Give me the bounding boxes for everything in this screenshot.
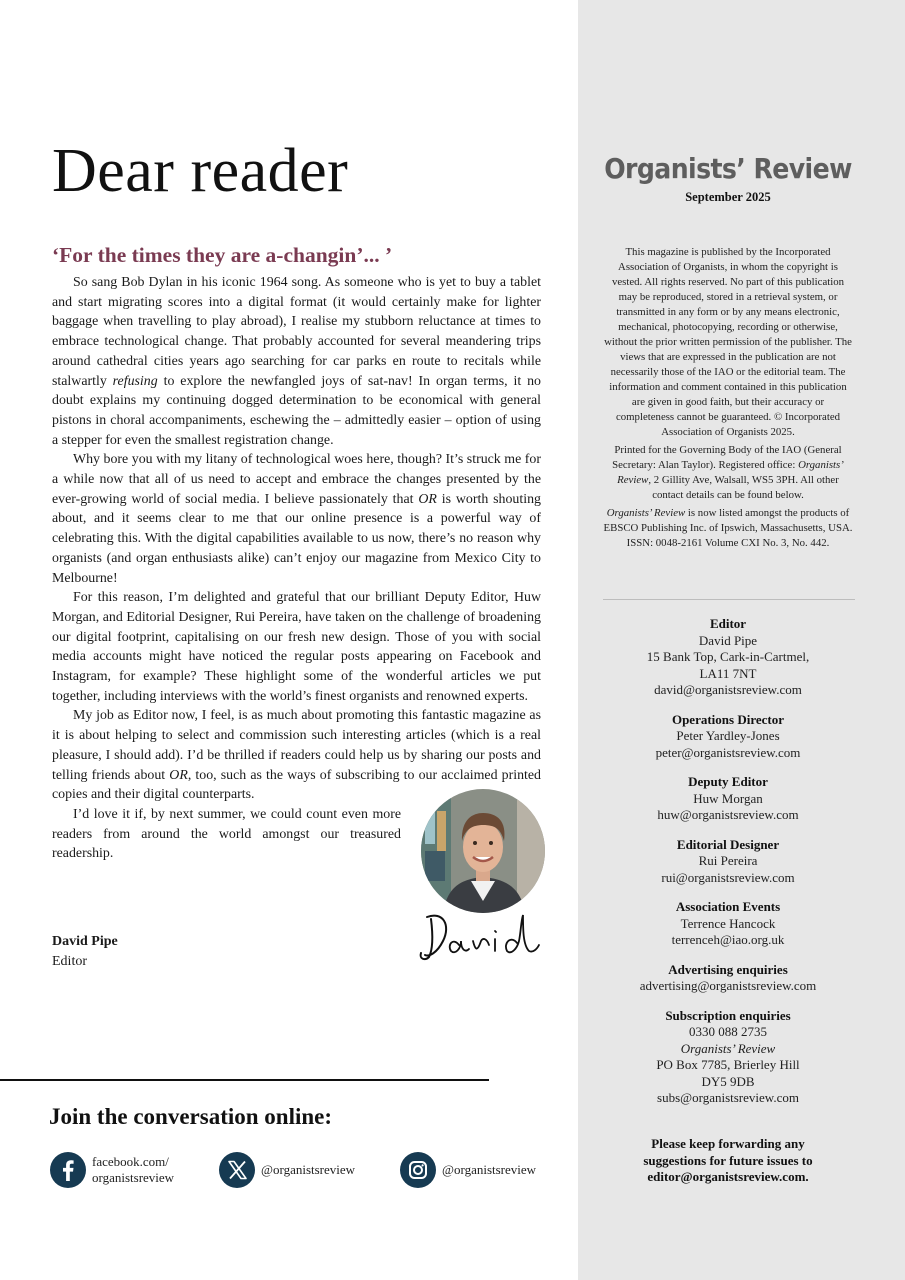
issue-date: September 2025: [685, 190, 771, 204]
contact-editor: Editor David Pipe 15 Bank Top, Cark-in-Cartmel, LA11 7NT david@organistsreview.com: [578, 616, 878, 699]
contact-events: Association Events Terrence Hancock terrenceh@iao.org.uk: [578, 899, 878, 949]
sign-off: [52, 932, 118, 972]
letter-column: [52, 0, 541, 1280]
letter-paragraph-1: So sang Bob Dylan in his iconic 1964 song. As someone who is yet to buy a tablet and start migrating scores into a digital format (it would certainly make for lighter baggage when travelling to play abroad), I realise my stubborn reluctance at times to embrace technological change. That probably accounted for several meandering trips around cathedral cities years ago searching for car parks en route to recitals while stalwartly refusing to explore the newfangled joys of sat-nav! In organ terms, it no doubt explains my continuing dogged determination to be economical with general pistons in choral accompaniments, eschewing the – admittedly easier – option of using a stepper for even the smallest registration change.: [52, 275, 541, 448]
magazine-title: Organists’ Review: [604, 152, 852, 185]
suggestions-email-link[interactable]: editor@organistsreview.com.: [647, 1169, 809, 1184]
legal-notice: [603, 245, 853, 554]
editor-portrait: [421, 789, 545, 913]
letter-paragraph-2: Why bore you with my litany of technological woes here, though? It’s struck me for a while now that all of us need to accept and embrace the changes presented by the ever-growing world of social media. I believe passionately that OR is worth shouting about, and it seems clear to me that our online presence is a powerful way of celebrating this. With the digital capabilities available to us now, there’s no reason why organists (and organ enthusiasts alike) can’t enjoy our magazine from Mexico City to Melbourne!: [52, 452, 541, 586]
designer-email-link[interactable]: rui@organistsreview.com: [661, 869, 795, 885]
contact-operations: Operations Director Peter Yardley-Jones peter@organistsreview.com: [578, 712, 878, 762]
operations-email-link[interactable]: peter@organistsreview.com: [655, 744, 801, 760]
ebsco-paragraph: Organists’ Review is now listed amongst the products of EBSCO Publishing Inc. of Ipswich, Massachusetts, USA. ISSN: 0048-2161 Volume CXI No. 3, No. 442.: [603, 507, 853, 549]
facebook-link[interactable]: facebook.com/ organistsreview: [92, 1154, 175, 1185]
letter-paragraph-5: I’d love it if, by next summer, we could count even more readers from around the world amongst our treasured readership.: [52, 806, 401, 862]
editor-portrait-illustration: [421, 789, 545, 913]
letter-paragraph-3: For this reason, I’m delighted and grateful that our brilliant Deputy Editor, Huw Morgan, and Editorial Designer, Rui Pereira, have taken on the challenge of broadening our digital footprint, capitalising on our fresh new design. Those of you with social media accounts might have noticed the regular posts appearing on Facebook and Instagram, for example? These highlight some of the wonderful articles we put together, including interviews with the world’s finest organists and renowned experts.: [52, 590, 541, 704]
masthead-sidebar: [578, 0, 905, 1280]
subscription-email-link[interactable]: subs@organistsreview.com: [657, 1090, 799, 1105]
contact-subscription: Subscription enquiries 0330 088 2735 Organists’ Review PO Box 7785, Brierley Hill DY5 9DB subs@organistsreview.com: [578, 1008, 878, 1107]
page-title: Dear reader: [52, 137, 349, 205]
letter-body: [52, 273, 541, 864]
sidebar-divider: [603, 599, 855, 600]
registered-office-paragraph: Printed for the Governing Body of the IAO (General Secretary: Alan Taylor). Registered office: Organists’ Review, 2 Gillity Ave, Walsall, WS5 3PH. All other contact details can be found below.: [612, 444, 844, 501]
x-handle[interactable]: @organistsreview: [261, 1162, 356, 1177]
deputy-email-link[interactable]: huw@organistsreview.com: [657, 807, 799, 822]
events-email-link[interactable]: terrenceh@iao.org.uk: [671, 932, 785, 947]
letter-subheading: ‘For the times they are a-changin’... ’: [52, 243, 393, 267]
contact-list: [578, 616, 878, 1120]
contact-advertising: Advertising enquiries advertising@organistsreview.com: [578, 962, 878, 995]
footer-divider: [0, 1079, 489, 1081]
suggestions-note: Please keep forwarding any suggestions for future issues to editor@organistsreview.com.: [578, 1136, 878, 1186]
signoff-name: David Pipe: [52, 934, 118, 949]
signoff-role: Editor: [52, 954, 87, 969]
editor-signature: [417, 905, 543, 965]
signature-drawing: [417, 905, 543, 965]
copyright-paragraph: This magazine is published by the Incorporated Association of Organists, in whom the copyright is vested. All rights reserved. No part of this publication may be reproduced, stored in a retrieval system, or transmitted in any form or by any means electronic, mechanical, photocopying, recording or otherwise, without the prior written permission of the publisher. The views that are expressed in the publication are not necessarily those of the IAO or the editorial team. The information and comment contained in this publication are given in good faith, but their accuracy or completeness cannot be guaranteed. © Incorporated Association of Organists 2025.: [604, 246, 852, 438]
contact-designer: Editorial Designer Rui Pereira rui@organistsreview.com: [578, 837, 878, 887]
social-heading: Join the conversation online:: [49, 1104, 333, 1129]
instagram-handle[interactable]: @organistsreview: [442, 1162, 537, 1177]
contact-deputy-editor: Deputy Editor Huw Morgan huw@organistsreview.com: [578, 774, 878, 824]
editor-email-link[interactable]: david@organistsreview.com: [654, 682, 802, 697]
advertising-email-link[interactable]: advertising@organistsreview.com: [639, 978, 817, 993]
letter-paragraph-4: My job as Editor now, I feel, is as much about promoting this fantastic magazine as it is about helping to select and commission such interesting articles (which is a real pleasure, I should add). I’d be thrilled if readers could help us by sharing our posts and telling friends about OR, too, such as the ways of subscribing to our acclaimed printed copies and their digital counterparts.: [52, 708, 541, 803]
